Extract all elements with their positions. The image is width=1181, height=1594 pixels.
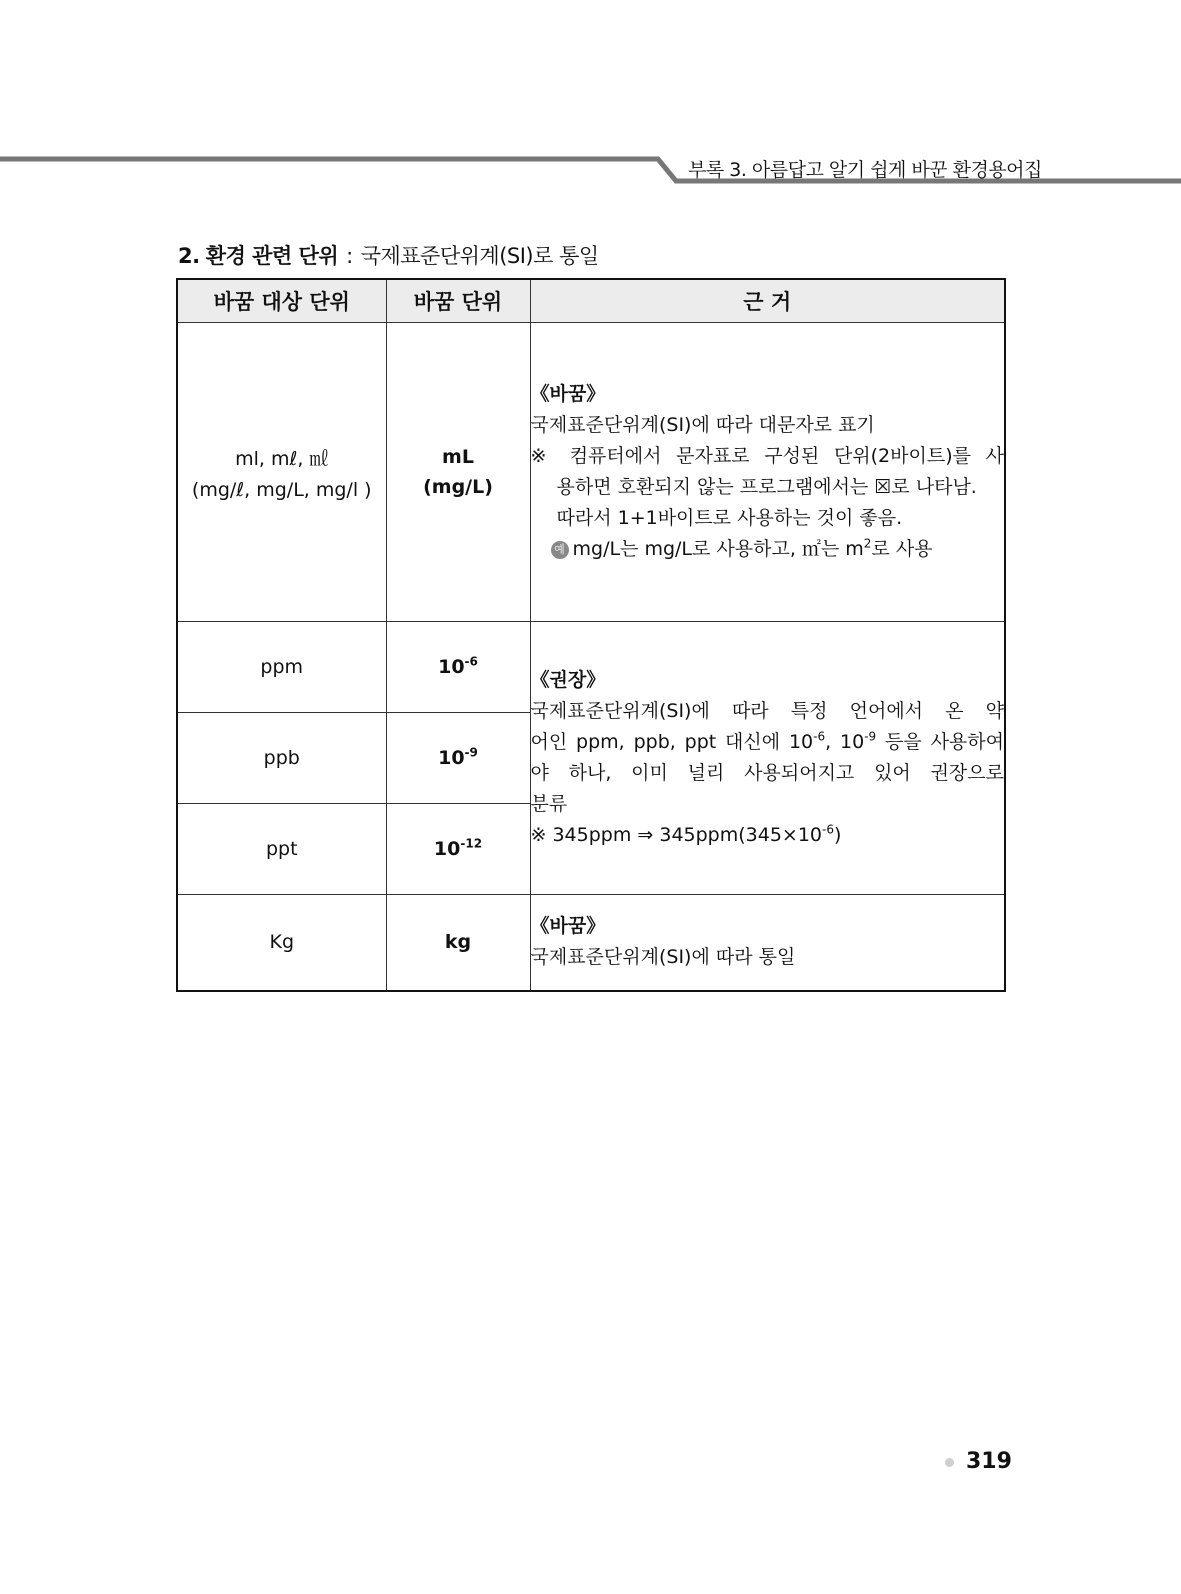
running-head: 부록 3. 아름답고 알기 쉽게 바꾼 환경용어집 (688, 159, 1042, 181)
page-dot (945, 1458, 954, 1467)
target-kg: Kg (177, 895, 386, 991)
example-superscript: 2 (863, 536, 872, 551)
unit-table (176, 278, 1006, 992)
unit-ml: mL (442, 446, 474, 468)
section-separator: : (346, 244, 353, 268)
target-ppm: ppm (177, 622, 386, 713)
table-row (177, 622, 1005, 713)
recommend-cell (530, 622, 1005, 895)
recommend-tag: 《권장》 (530, 669, 606, 691)
section-subtitle: 국제표준단위계(SI)로 통일 (360, 244, 599, 268)
basis-line: 국제표준단위계(SI)에 따라 통일 (530, 946, 796, 969)
unit-ppm (386, 622, 530, 713)
unit-exponent: -12 (460, 836, 483, 851)
unit-exponent: -9 (464, 745, 478, 760)
table-row (177, 323, 1005, 622)
target-ml: ml, mℓ, ㎖ (235, 447, 329, 470)
basis-line: 용하면 호환되지 않는 프로그램에서는 ☒로 나타남. (556, 476, 977, 498)
unit-kg: kg (386, 895, 530, 991)
unit-ppb (386, 713, 530, 804)
unit-base: 10 (433, 838, 461, 860)
unit-base: 10 (438, 656, 465, 678)
basis-cell (530, 323, 1005, 622)
recommend-line: 국제표준단위계(SI)에 따라 특정 언어에서 온 약 (530, 700, 1004, 722)
section-bold-title: 환경 관련 단위 (205, 244, 339, 268)
section-number: 2. (178, 244, 200, 268)
unit-mg-per-l: (mg/L) (423, 476, 493, 498)
example-text-end: 로 사용 (871, 538, 933, 560)
recommend-superscript: -9 (864, 729, 877, 744)
target-cell (177, 323, 386, 622)
kg-basis-cell (530, 895, 1005, 991)
unit-cell (386, 323, 530, 622)
recommend-note (531, 820, 1005, 851)
target-ppb: ppb (177, 713, 386, 804)
example-text: mg/L는 mg/L로 사용하고, ㎡는 m (572, 538, 864, 560)
example-line (531, 534, 1005, 565)
recommend-line: 야 하나, 이미 널리 사용되어지고 있어 권장으로 (530, 762, 1004, 784)
basis-line: ※ 컴퓨터에서 문자표로 구성된 단위(2바이트)를 사 (530, 445, 1004, 467)
recommend-text: 등을 사용하여 (876, 731, 1004, 753)
recommend-line (531, 727, 1005, 758)
recommend-note-end: ) (834, 824, 842, 846)
recommend-note-text: ※ 345ppm ⇒ 345ppm(345×10 (530, 824, 823, 846)
header-target-unit: 바꿈 대상 단위 (177, 279, 386, 323)
page-number: 319 (966, 1449, 1012, 1474)
recommend-text: , 10 (825, 731, 865, 753)
example-badge-icon: 예 (551, 541, 569, 559)
table-header-row (177, 279, 1005, 323)
change-tag: 《바꿈》 (530, 915, 606, 938)
recommend-line: 분류 (530, 793, 568, 815)
header-replacement-unit: 바꿈 단위 (386, 279, 530, 323)
unit-ppt (386, 804, 530, 895)
basis-line: 국제표준단위계(SI)에 따라 대문자로 표기 (530, 414, 875, 436)
basis-line: 따라서 1+1바이트로 사용하는 것이 좋음. (556, 507, 903, 529)
unit-exponent: -6 (464, 654, 478, 669)
table-row (177, 895, 1005, 991)
section-title (178, 240, 599, 270)
recommend-superscript: -6 (813, 729, 826, 744)
recommend-note-superscript: -6 (822, 822, 834, 837)
change-tag: 《바꿈》 (530, 383, 606, 405)
recommend-text: 어인 ppm, ppb, ppt 대신에 10 (530, 731, 814, 753)
target-ppt: ppt (177, 804, 386, 895)
target-mg-per-l: (mg/ℓ, mg/L, mg/l ) (191, 478, 372, 501)
header-basis: 근 거 (530, 279, 1005, 323)
unit-base: 10 (438, 747, 465, 769)
